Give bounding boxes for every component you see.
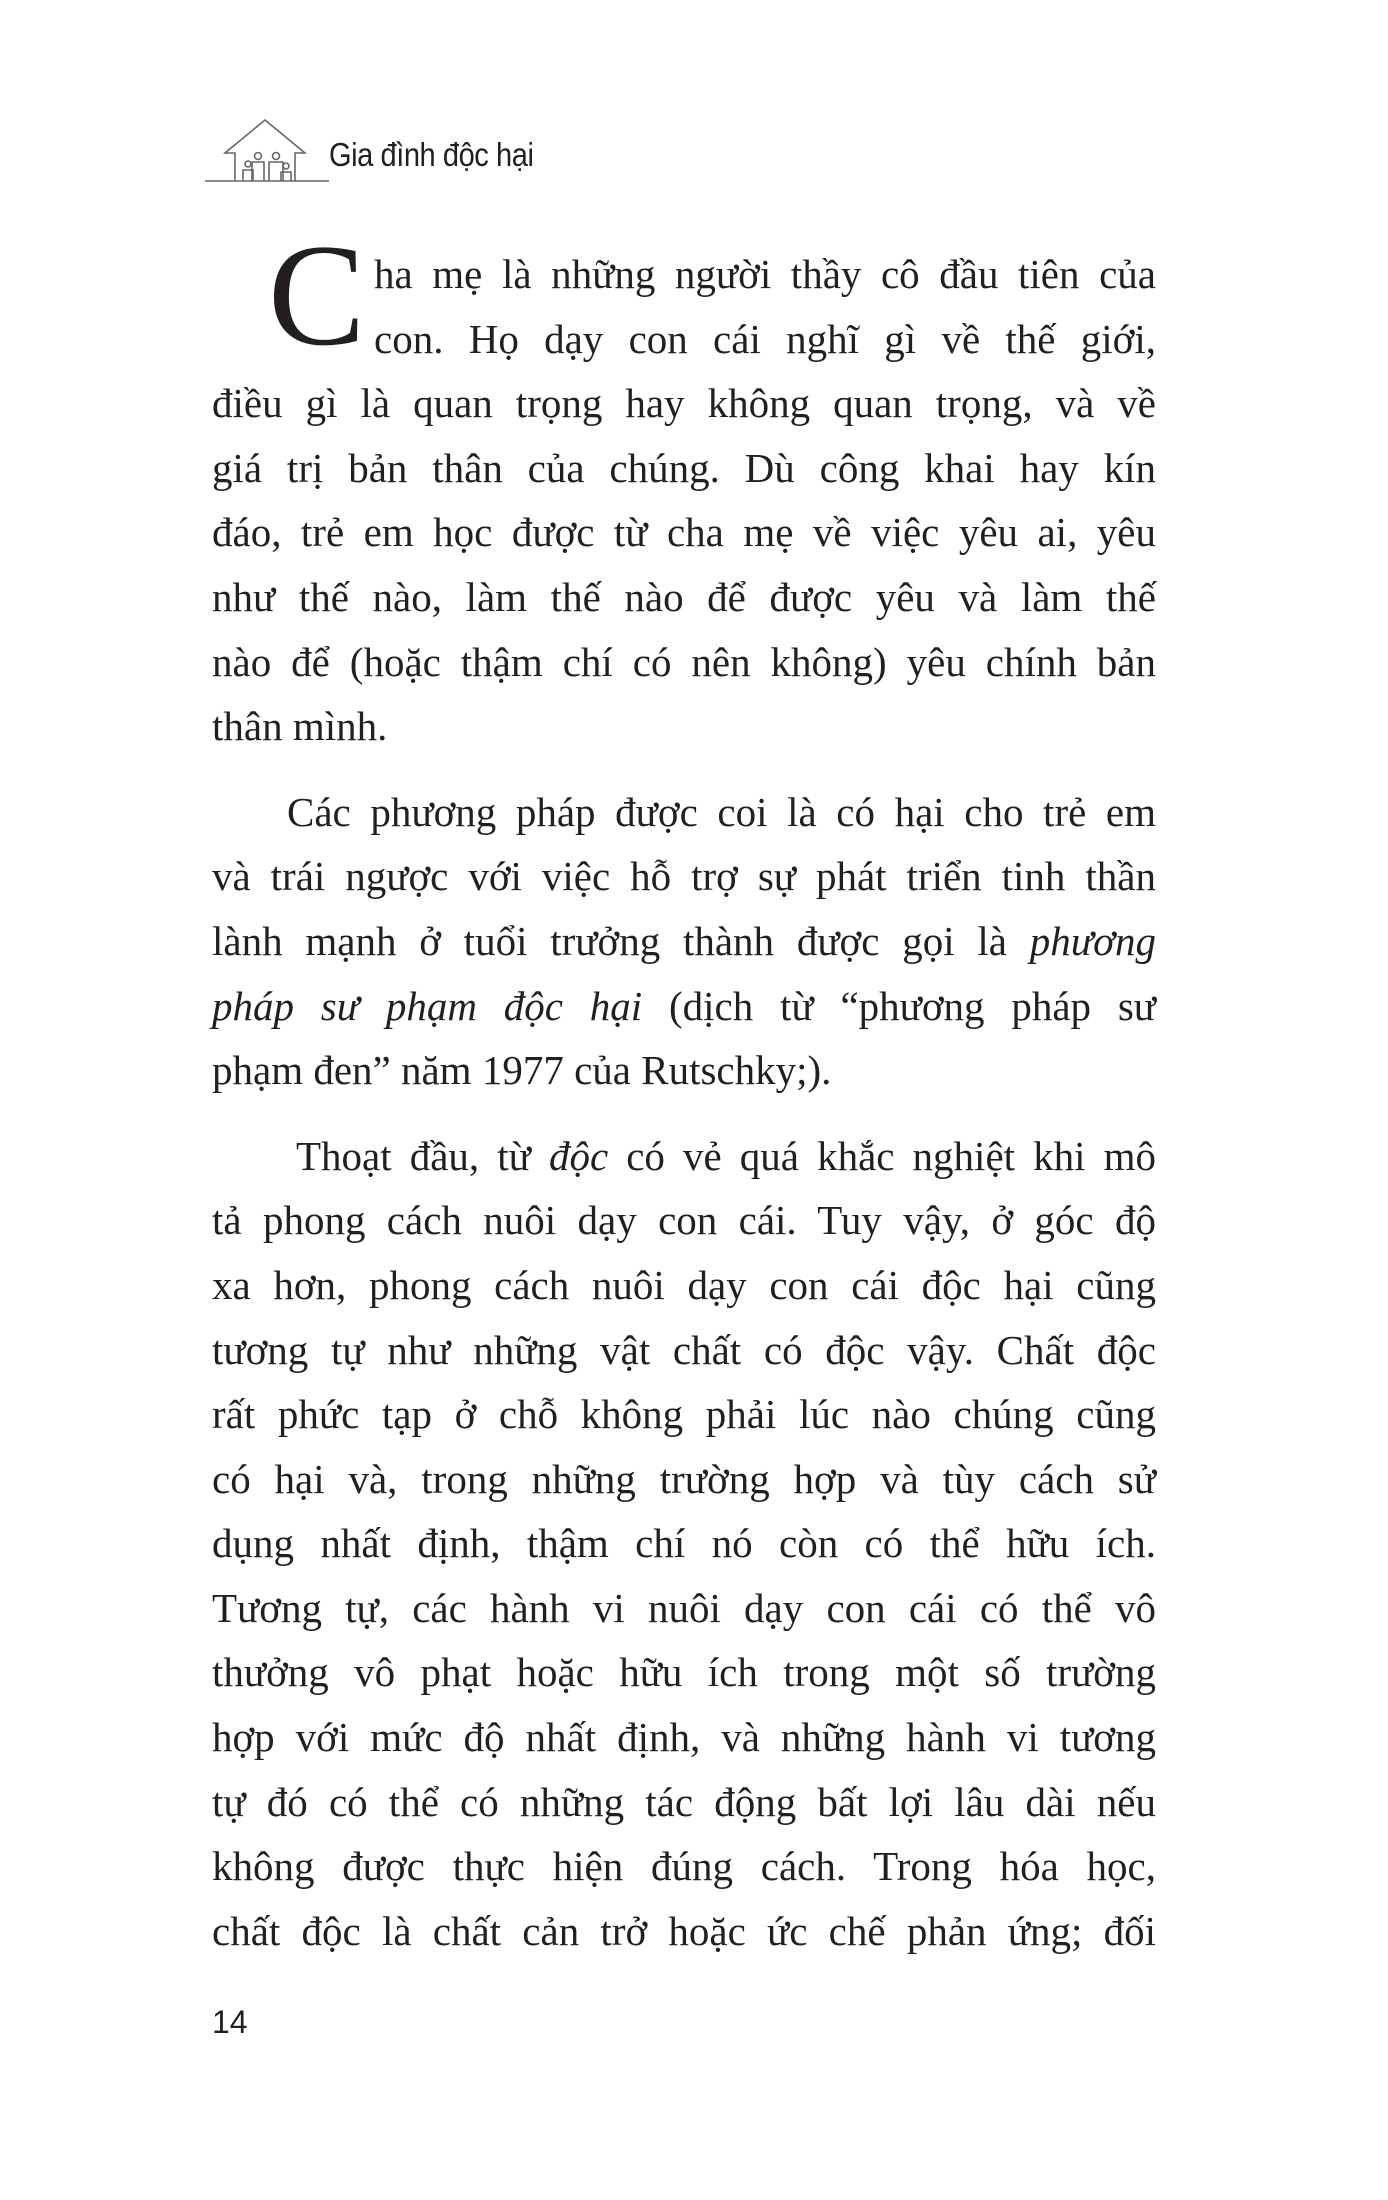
italic-text: độc [548,1132,609,1179]
text-segment: con. Họ dạy con cái nghĩ gì về thế giới, [374,315,1156,362]
text-segment: điều gì là quan trọng hay không quan trọng, và về [212,380,1156,427]
text-segment: không được thực hiện đúng cách. Trong hóa học, [212,1843,1156,1890]
text-segment: tương tự như những vật chất có độc vậy. Chất độc [212,1326,1156,1373]
text-line [212,1705,1156,1770]
text-segment: nào để (hoặc thậm chí có nên không) yêu chính bản [212,638,1156,685]
text-segment: xa hơn, phong cách nuôi dạy con cái độc hại cũng [212,1261,1156,1308]
paragraph [212,242,1156,759]
text-segment: như thế nào, làm thế nào để được yêu và làm thế [212,573,1156,620]
text-segment: đáo, trẻ em học được từ cha mẹ về việc yêu ai, yêu [212,509,1156,556]
text-segment: có hại và, trong những trường hợp và tùy cách sử [212,1455,1156,1502]
paragraph [212,1124,1156,1964]
italic-text: pháp sư phạm độc hại [212,982,643,1029]
text-line [212,1511,1156,1576]
text-line [212,974,1156,1039]
text-line [212,371,1156,436]
text-segment: và trái ngược với việc hỗ trợ sự phát triển tinh thần [212,853,1156,900]
text-line [212,1124,1156,1189]
text-segment: hợp với mức độ nhất định, và những hành vi tương [212,1714,1156,1761]
text-segment: tự đó có thể có những tác động bất lợi lâu dài nếu [212,1778,1156,1825]
running-header-title: Gia đình độc hại [329,136,534,173]
italic-text: phương [1029,917,1156,964]
text-segment: Tương tự, các hành vi nuôi dạy con cái có thể vô [212,1584,1156,1631]
body-text [212,242,1156,1984]
text-segment: dụng nhất định, thậm chí nó còn có thể hữu ích. [212,1520,1156,1567]
text-line [212,307,1156,372]
house-family-icon [205,118,329,184]
text-line [212,1576,1156,1641]
page-number: 14 [212,2004,248,2040]
text-line [212,694,1156,759]
text-line [212,1770,1156,1835]
text-line [212,436,1156,501]
text-line [212,1253,1156,1318]
text-segment: thân mình. [212,703,388,750]
drop-cap: C [268,214,366,376]
text-line [212,1834,1156,1899]
text-segment: Các phương pháp được coi là có hại cho trẻ em [287,788,1156,835]
text-line [212,1640,1156,1705]
text-segment: tả phong cách nuôi dạy con cái. Tuy vậy, ở góc độ [212,1197,1156,1244]
text-segment: phạm đen” năm 1977 của Rutschky;). [212,1047,832,1094]
text-segment: lành mạnh ở tuổi trưởng thành được gọi là [212,917,1030,964]
text-segment: thưởng vô phạt hoặc hữu ích trong một số trường [212,1649,1156,1696]
text-segment: Thoạt đầu, từ [296,1132,549,1179]
text-line [212,1899,1156,1964]
text-line [212,780,1156,845]
text-line [212,1188,1156,1253]
text-line [212,1038,1156,1103]
text-line [212,1382,1156,1447]
text-segment: có vẻ quá khắc nghiệt khi mô [608,1132,1156,1179]
paragraph [212,780,1156,1103]
text-segment: ha mẹ là những người thầy cô đầu tiên của [374,251,1156,297]
text-segment: giá trị bản thân của chúng. Dù công khai hay kín [212,444,1156,491]
text-line [212,242,1156,307]
text-segment: chất độc là chất cản trở hoặc ức chế phản ứng; đối [212,1907,1156,1954]
text-line [212,565,1156,630]
text-line [212,1447,1156,1512]
text-line [212,1318,1156,1383]
text-segment: rất phức tạp ở chỗ không phải lúc nào chúng cũng [212,1391,1156,1438]
text-line [212,909,1156,974]
text-line [212,844,1156,909]
text-segment: (dịch từ “phương pháp sư [642,982,1157,1029]
text-line [212,630,1156,695]
text-line [212,500,1156,565]
